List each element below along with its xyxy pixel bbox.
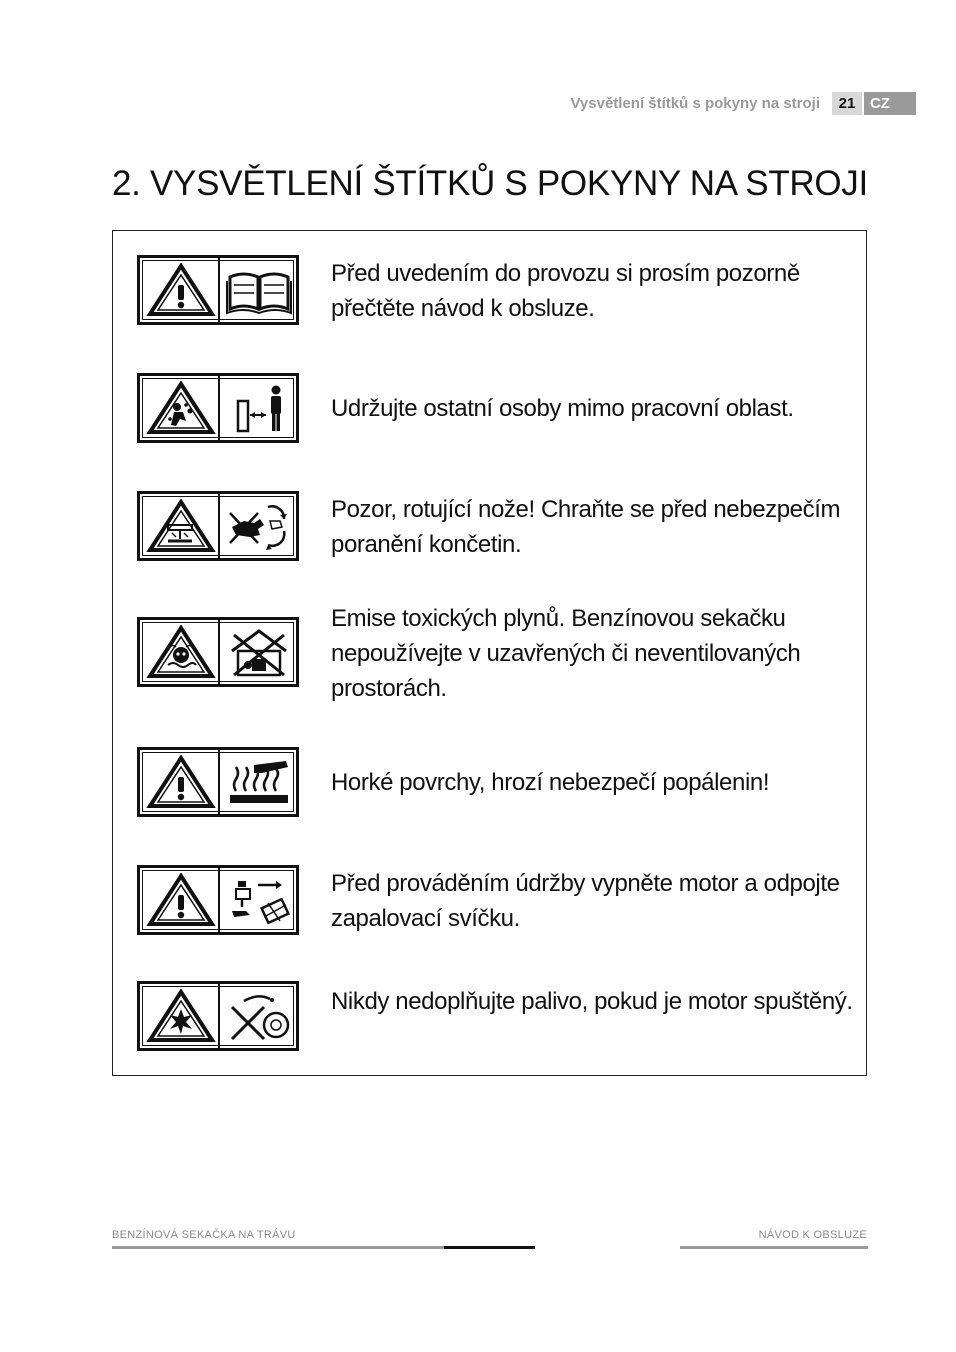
language-tab: CZ — [864, 92, 916, 115]
footer-product: BENZÍNOVÁ SEKAČKA NA TRÁVU — [112, 1229, 296, 1241]
safety-pictogram — [137, 617, 299, 687]
label-description: Před prováděním údržby vypněte motor a odpojte zapalovací svíčku. — [331, 870, 840, 932]
explosion-triangle-icon — [146, 989, 216, 1043]
page-title: 2. VYSVĚTLENÍ ŠTÍTKŮ S POKYNY NA STROJI — [112, 164, 868, 203]
label-description: Emise toxických plynů. Benzínovou sekačku nepoužívejte v uzavřených či neventilovaných prostorách. — [331, 605, 801, 702]
page-number: 21 — [832, 92, 862, 115]
safety-pictogram — [137, 491, 299, 561]
running-header — [0, 92, 916, 115]
safety-pictogram — [137, 865, 299, 935]
exclamation-triangle-icon — [146, 263, 216, 317]
thrown-object-triangle-icon — [146, 381, 216, 435]
safety-labels-box — [112, 230, 867, 1076]
label-description: Udržujte ostatní osoby mimo pracovní oblast. — [331, 395, 794, 422]
label-description: Před uvedením do provozu si prosím pozorně přečtěte návod k obsluze. — [331, 260, 800, 322]
safety-pictogram — [137, 255, 299, 325]
label-description: Horké povrchy, hrozí nebezpečí popálenin! — [331, 769, 770, 796]
running-title: Vysvětlení štítků s pokyny na stroji — [570, 95, 820, 112]
keep-distance-person-icon — [224, 381, 294, 435]
no-refuel-running-icon — [224, 989, 294, 1043]
open-book-icon — [224, 263, 294, 317]
cut-hand-icon — [224, 499, 294, 553]
safety-pictogram — [137, 981, 299, 1051]
exclamation-triangle-icon — [146, 873, 216, 927]
hot-surface-hand-icon — [224, 755, 294, 809]
safety-pictogram — [137, 373, 299, 443]
disconnect-spark-plug-icon — [224, 873, 294, 927]
toxic-fumes-triangle-icon — [146, 625, 216, 679]
footer-manual: NÁVOD K OBSLUZE — [758, 1229, 867, 1241]
safety-pictogram — [137, 747, 299, 817]
no-indoor-use-icon — [224, 625, 294, 679]
exclamation-triangle-icon — [146, 755, 216, 809]
label-description: Pozor, rotující nože! Chraňte se před nebezpečím poranění končetin. — [331, 496, 841, 558]
rotating-blade-triangle-icon — [146, 499, 216, 553]
footer-rule — [112, 1246, 868, 1249]
label-description: Nikdy nedoplňujte palivo, pokud je motor spuštěný. — [331, 988, 853, 1015]
